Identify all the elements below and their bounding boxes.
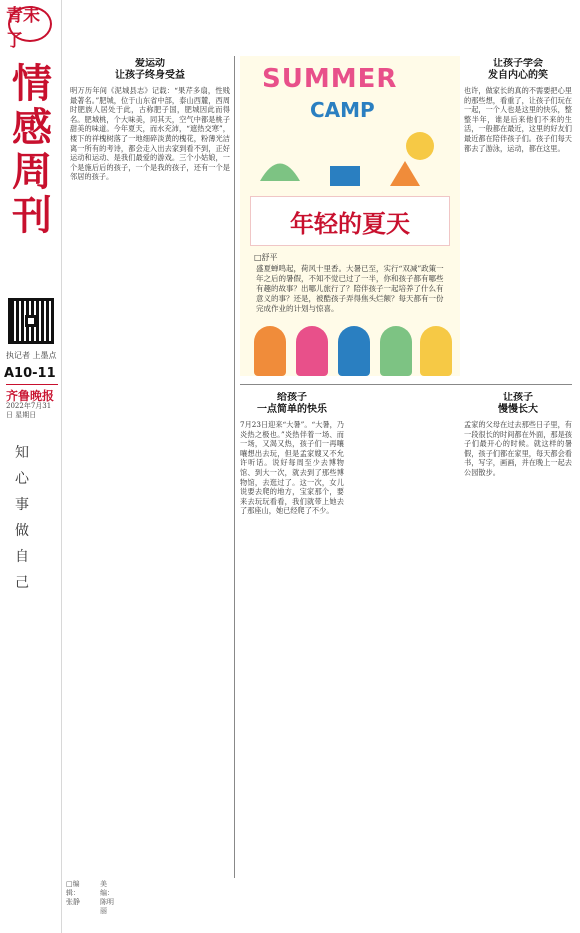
bottom-right-article — [464, 392, 572, 878]
right-headline-2: 发自内心的笑 — [488, 70, 548, 81]
right-article — [464, 58, 572, 408]
bottom-right-headline-1: 让孩子 — [503, 392, 533, 403]
motto-char: 自 — [15, 549, 29, 565]
left-body: 明万历年间《泥城县志》记载：“果芹多扇，性贱最著名。”肥城，位于山东省中部，泰山西麓，西周时肥族人居处于此，古称肥子国，肥城因此而得名。肥城桃，个大味美，同其天，空气中都是桃子甜美的味道。今年夏天，而水充沛，“遮热交寒”，楼下的祥槐树落了一地细碎淡黄的槐花，粉薄光洁离一所有的考诗，都会走入出去家到看不到，正好运动和运动、是我们最爱的游戏。三个小姑娘，一个是施后后的孩子，一个是我的孩子，还有一个是邻居的孩子。 — [70, 86, 230, 182]
middle-body: 7月23日迎来“大暑”。“大暑，乃炎热之极也。”炎热伴着一场、而一场，又渴又热，孩子们一再嚷嚷想出去玩，但是孟家嫂又不允许听话。说好每周至少去博物馆、到大一次，就去到了那些博物馆，去逛过了。这一次，女儿说要去爬的地方，宝家那个，要来去玩玩看看，我们就带上她去了那座山，她已经爬了不少。 — [240, 420, 344, 516]
hero-banner — [240, 56, 460, 376]
kid-figure — [338, 326, 370, 376]
motto-char: 知 — [15, 445, 29, 461]
designer-credit: 美编：陈明丽 — [100, 880, 114, 915]
middle-headline-2: 一点简单的快乐 — [257, 404, 327, 415]
title-box — [250, 196, 450, 246]
column-divider — [234, 56, 235, 878]
kids-illustration — [240, 308, 460, 376]
qr-code[interactable] — [8, 298, 54, 344]
bottom-right-headline-2: 慢慢长大 — [498, 404, 538, 415]
camp-text: CAMP — [310, 98, 375, 122]
left-headline-2: 让孩子终身受益 — [115, 70, 185, 81]
masthead-title: 情感周刊 — [12, 61, 52, 239]
kid-figure — [296, 326, 328, 376]
tent-icon — [390, 161, 420, 186]
middle-headline-1: 给孩子 — [277, 392, 307, 403]
feature-intro: 盛夏蝉鸣起，荷风十里香。大暑已至，实行“双减”政策一年之后的暑假，不知不觉已过了一半，你和孩子都有哪些有趣的故事？出哪儿旅行了？陪伴孩子一起培养了什么有意义的事？还是，被酷孩子弄得焦头烂额？每天都有一份完成作业的计划与惊喜。 — [256, 264, 444, 313]
qr-code-center — [25, 315, 37, 327]
motto-char: 事 — [15, 497, 29, 513]
kid-figure — [420, 326, 452, 376]
logo: 青未了 — [6, 6, 40, 51]
motto-char: 己 — [15, 575, 29, 591]
left-article — [70, 58, 230, 878]
tree-icon — [260, 164, 300, 182]
page-range: A10-11 — [4, 366, 56, 381]
kid-figure — [380, 326, 412, 376]
feature-byline: □舒平 — [254, 253, 278, 262]
motto-char: 心 — [15, 471, 29, 487]
sun-icon — [406, 132, 434, 160]
flag-icon — [330, 166, 360, 186]
editor-credit: □编辑：张静 — [66, 880, 80, 906]
kid-figure — [254, 326, 286, 376]
summer-text: SUMMER — [262, 64, 398, 94]
editors-line: 执记者 上墨点 — [6, 351, 57, 360]
motto — [12, 440, 32, 596]
left-headline-1: 爱运动 — [135, 58, 165, 69]
right-headline-1: 让孩子学会 — [493, 58, 543, 69]
middle-article — [240, 392, 344, 878]
right-body: 也许，做家长的真的不需要把心里的那些想，看重了，让孩子们玩在一起，一个人也是这里的快乐，整整半年，谁是后来他们不来的生活，一般都在最近，这里的好友们最近都在陪伴孩子们。孩子们每天都去了游泳，运动，都在这里。 — [464, 86, 572, 153]
paper-name: 齐鲁晚报 — [6, 384, 58, 404]
motto-char: 做 — [15, 523, 29, 539]
issue-date: 2022年7月31日 星期日 — [6, 402, 52, 419]
bottom-right-body: 孟家的父母在过去那些日子里，有一段很长的时间都在外面，那是孩子们最开心的时候。就这样的暑假，孩子们都在家里，每天都会看书，写字，画画，并在晚上一起去公园散步。 — [464, 420, 572, 477]
feature-title: 年轻的夏天 — [290, 208, 410, 238]
horizontal-divider — [240, 384, 572, 385]
decor-illustration — [240, 126, 460, 196]
sidebar — [0, 0, 62, 933]
